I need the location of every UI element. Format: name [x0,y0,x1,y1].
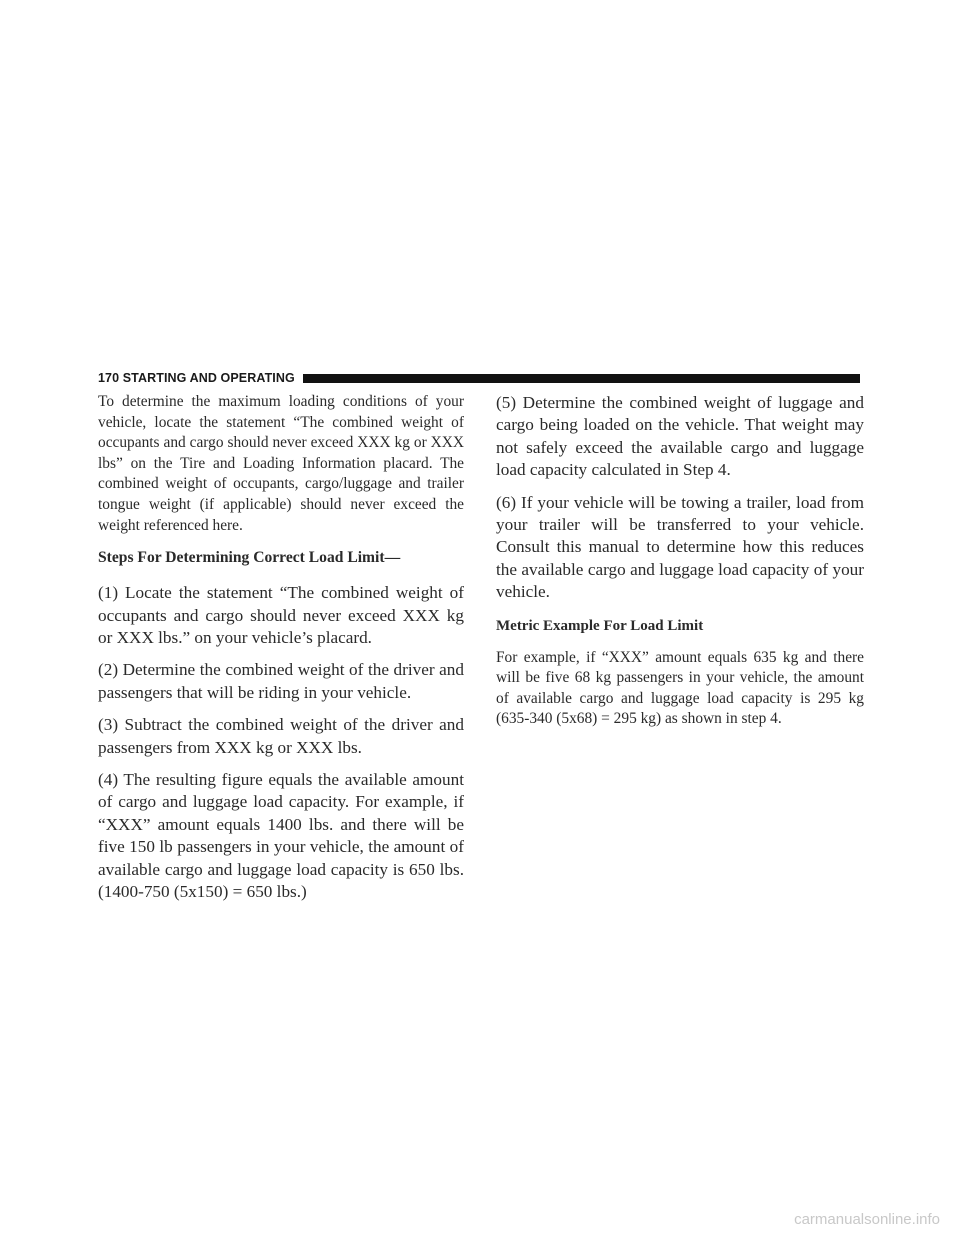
watermark: carmanualsonline.info [794,1211,940,1228]
metric-example-paragraph: For example, if “XXX” amount equals 635 kg and there will be five 68 kg passengers in your vehicle, the amount of available cargo and luggage load capacity is 295 kg (635-340 (5x68) = 295 kg) as shown in step 4. [496,648,864,728]
intro-paragraph: To determine the maximum loading conditions of your vehicle, locate the statement “The combined weight of occupants and cargo should never exceed XXX kg or XXX lbs” on the Tire and Loading Information placard. The combined weight of occupants, cargo/luggage and trailer tongue weight (if applicable) should never exceed the weight referenced here. [98,393,464,534]
step-4-paragraph: (4) The resulting figure equals the available amount of cargo and luggage load capacity. For example, if “XXX” amount equals 1400 lbs. and there will be five 150 lb passengers in your vehicle, the amount of available cargo and luggage load capacity is 650 lbs. (1400-750 (5x150) = 650 lbs.) [98,770,464,902]
section-heading-metric-example: Metric Example For Load Limit [496,617,704,634]
header-rule [303,374,860,383]
step-3-paragraph: (3) Subtract the combined weight of the driver and passengers from XXX kg or XXX lbs. [98,715,464,757]
page-number-section-title: 170 STARTING AND OPERATING [98,371,295,385]
left-column [98,392,464,913]
step-1-paragraph: (1) Locate the statement “The combined weight of occupants and cargo should never exceed XXX kg or XXX lbs.” on your vehicle’s placard. [98,583,464,647]
step-2-paragraph: (2) Determine the combined weight of the driver and passengers that will be riding in your vehicle. [98,660,464,702]
step-5-paragraph: (5) Determine the combined weight of luggage and cargo being loaded on the vehicle. That weight may not safely exceed the available cargo and luggage load capacity calculated in Step 4. [496,393,864,480]
page-header [98,370,860,386]
right-column [496,392,864,740]
section-heading-load-limit: Steps For Determining Correct Load Limit— [98,549,401,567]
step-6-paragraph: (6) If your vehicle will be towing a trailer, load from your trailer will be transferred to your vehicle. Consult this manual to determine how this reduces the available cargo and luggage load capacity of your vehicle. [496,492,864,602]
